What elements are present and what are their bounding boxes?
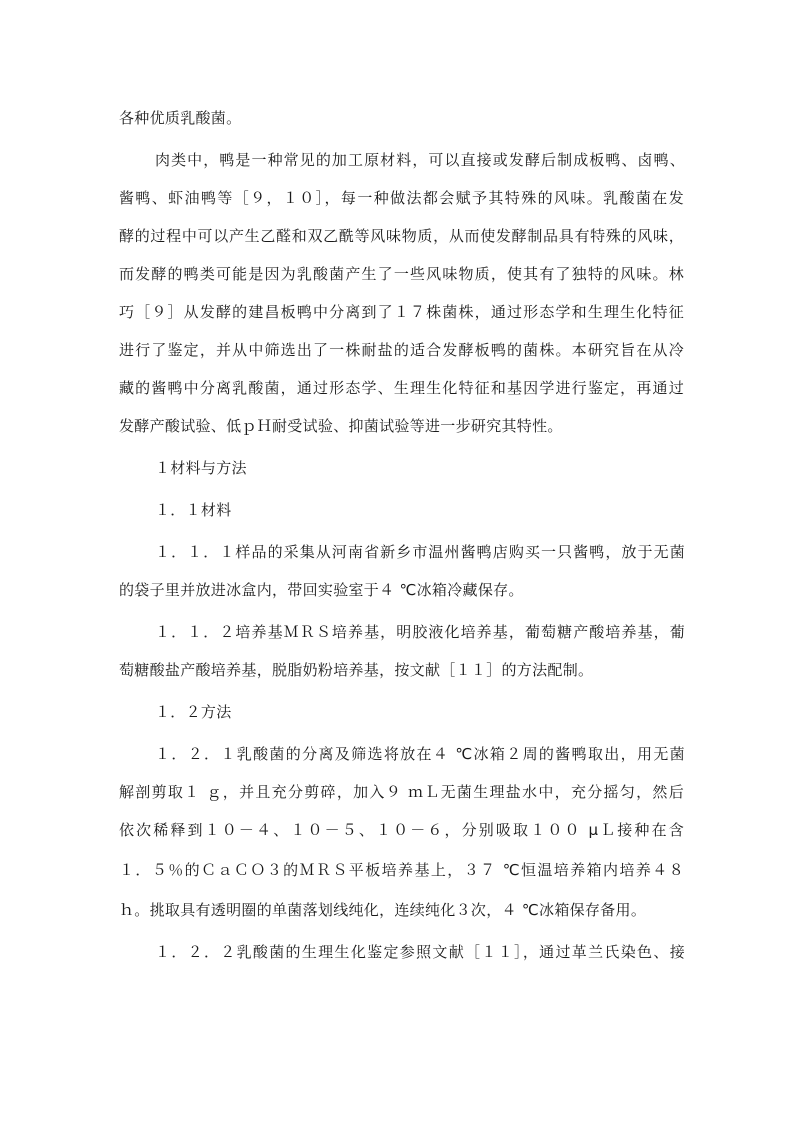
text-line: 藏的酱鸭中分离乳酸菌，通过形态学、生理生化特征和基因学进行鉴定，再通过 xyxy=(119,379,684,397)
paragraph-media-line: １．１．２培养基ＭＲＳ培养基，明胶液化培养基，葡萄糖产酸培养基，葡 xyxy=(155,623,685,641)
subsection-heading: １．２方法 xyxy=(155,703,232,721)
text-line: 各种优质乳酸菌。 xyxy=(119,109,242,127)
text-line: ｈ。挑取具有透明圈的单菌落划线纯化，连续纯化３次，４ ℃冰箱保存备用。 xyxy=(119,901,647,919)
text-line: 巧［９］从发酵的建昌板鸭中分离到了１７株菌株，通过形态学和生理生化特征 xyxy=(119,303,684,321)
text-line: 而发酵的鸭类可能是因为乳酸菌产生了一些风味物质，使其有了独特的风味。林 xyxy=(119,265,684,283)
text-line: 解剖剪取１ ｇ，并且充分剪碎，加入９ ｍＬ无菌生理盐水中，充分摇匀，然后 xyxy=(119,783,684,801)
text-line: 酵的过程中可以产生乙醛和双乙酰等风味物质，从而使发酵制品具有特殊的风味， xyxy=(119,227,684,245)
text-line: 萄糖酸盐产酸培养基，脱脂奶粉培养基，按文献［１１］的方法配制。 xyxy=(119,661,594,679)
text-line: 进行了鉴定，并从中筛选出了一株耐盐的适合发酵板鸭的菌株。本研究旨在从冷 xyxy=(119,341,684,359)
section-heading: １材料与方法 xyxy=(155,459,247,477)
paragraph-intro-line: 肉类中，鸭是一种常见的加工原材料，可以直接或发酵后制成板鸭、卤鸭、 xyxy=(155,151,685,169)
text-line: 的袋子里并放进冰盒内，带回实验室于４ ℃冰箱冷藏保存。 xyxy=(119,581,524,599)
paragraph-sampling-line: １．１．１样品的采集从河南省新乡市温州酱鸭店购买一只酱鸭，放于无菌 xyxy=(155,543,685,561)
paragraph-identification-line: １．２．２乳酸菌的生理生化鉴定参照文献［１１］，通过革兰氏染色、接 xyxy=(155,943,685,961)
text-line: １．５％的ＣａＣＯ３的ＭＲＳ平板培养基上，３７ ℃恒温培养箱内培养４８ xyxy=(119,861,684,879)
text-line: 发酵产酸试验、低ｐＨ耐受试验、抑菌试验等进一步研究其特性。 xyxy=(119,417,563,435)
text-line: 酱鸭、虾油鸭等［９，１０］，每一种做法都会赋予其特殊的风味。乳酸菌在发 xyxy=(119,189,684,207)
subsection-heading: １．１材料 xyxy=(155,501,232,519)
paragraph-isolation-line: １．２．１乳酸菌的分离及筛选将放在４ ℃冰箱２周的酱鸭取出，用无菌 xyxy=(155,745,685,763)
text-line: 依次稀释到１０－４、１０－５、１０－６，分别吸取１００ μＬ接种在含 xyxy=(119,821,684,839)
